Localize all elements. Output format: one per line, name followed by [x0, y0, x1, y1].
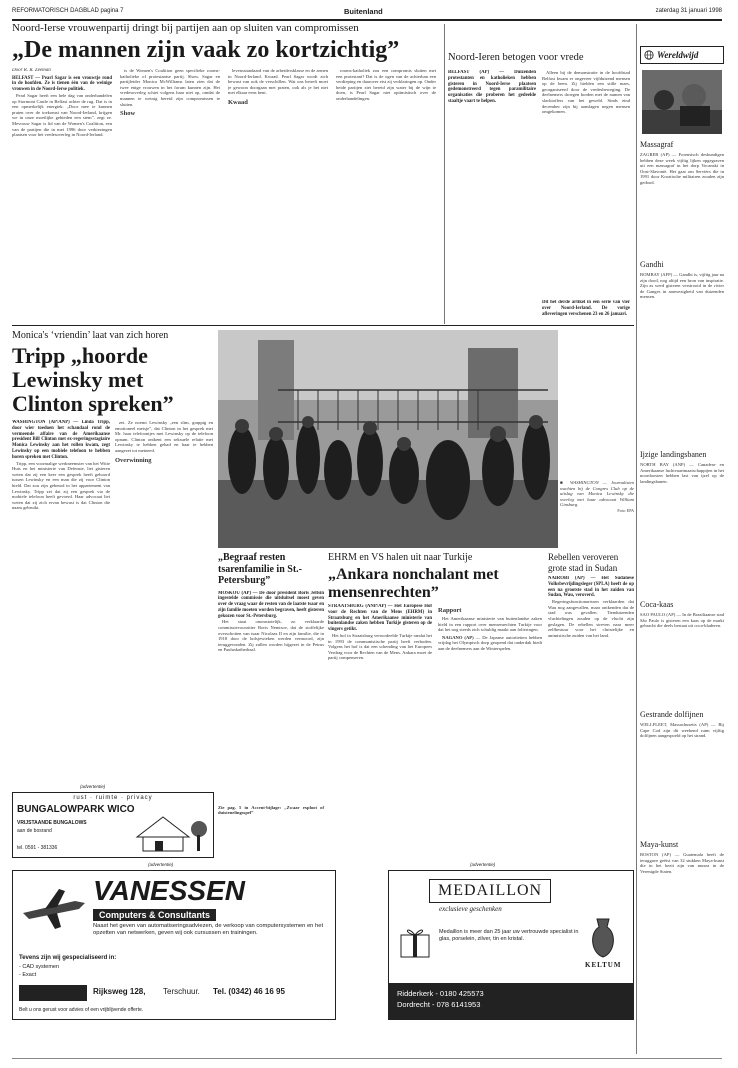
ad-bungalow-phone: tel. 0591 - 381336	[17, 845, 58, 851]
sidebar-title: Wereldwijd	[657, 50, 699, 60]
top-story-col4-text: rooms-katholiek zou een compromis sluiten met een protestant? Dat is de ogen van de achterban een verdieping en daarover eist zij verklaringen op. Onder beide partijen ziet bereid zijn water bij de wijn te doen, is Pearl Sagar niet optimistisch over de onderhandelingen.	[336, 68, 436, 101]
ad-medaillon-text: Medaillon is meer dan 25 jaar uw vertrouwde specialist in glas, porselein, zilver, tin en kristal.	[439, 929, 579, 942]
piter-body	[218, 591, 324, 801]
top-story-sub-show: Show	[120, 110, 136, 118]
tripp-lead: WASHINGTON (AP/ANP) — Linda Tripp, door wier toedoen het schandaal rond de vermeende affaire van de Amerikaanse president Bill Clinton met ex-regeringsstagiaire Monica Lewinsky aan het rollen kwam, zegt Lewinsky op een mobiele telefoon te hebben horen spreken met Clinton.	[12, 420, 110, 460]
nagano-brief-head: NAGANO (AP)	[442, 634, 474, 640]
vase-icon	[585, 915, 621, 961]
ad-tag-vanessen: (advertentie)	[148, 862, 174, 867]
ad-vanessen-sub: Computers & Consultants	[93, 909, 216, 921]
ad-bungalow[interactable]	[12, 792, 214, 858]
sidebar-item-head: Gandhi	[640, 260, 664, 269]
right-story-col2	[542, 70, 630, 300]
globe-icon	[644, 50, 654, 60]
ad-vanessen-address: Rijksweg 128,	[93, 987, 146, 996]
turkey-lead: STRAATSBURG (ANP/AP) — Het Europese Hof voor de Rechten van de Mens (EHRM) in Straatsburg en het Amerikaanse ministerie van buitenlandse zaken hebben Turkije gisteren op de vingers getikt.	[328, 604, 432, 633]
ad-medaillon-brand: MEDAILLON	[429, 879, 551, 903]
journalists-photo	[218, 330, 558, 548]
turkey-col2	[438, 604, 542, 834]
sidebar-rule	[636, 24, 637, 1054]
sidebar-item-text: WELLFLEET, Massachusetts (AP) — Bij Cape Cod zijn dit weekend ruim vijftig dolfijnen aangespoeld op het strand.	[640, 722, 724, 739]
ad-tag-medaillon: (advertentie)	[470, 862, 496, 867]
turkey-sub-rapport: Rapport	[438, 607, 462, 614]
ad-medaillon-addr2: Dordrecht - 078 6141953	[397, 1000, 481, 1009]
tripp-headline: Tripp „hoorde Lewinsky met Clinton spreken”	[12, 343, 174, 416]
ad-vanessen-logo-small	[19, 985, 87, 1001]
ad-vanessen-phone: Tel. (0342) 46 16 95	[213, 987, 285, 996]
ad-medaillon-sub: exclusieve geschenken	[439, 905, 502, 913]
tripp-tip: Zie pag. 5 in Accent-bijlage: „Zwaar exploot of duistenelingsspel”	[218, 804, 324, 816]
sidebar-item-head: Maya-kunst	[640, 840, 679, 849]
sidebar-item-head: Massagraf	[640, 140, 674, 149]
top-story-sub-kwaad: Kwaad	[228, 98, 248, 106]
sidebar-item-head: Coca-kaas	[640, 600, 674, 609]
top-story-col2	[120, 68, 220, 283]
tripp-col1-text: Tripp, een voormalige werkneemster van het Witte Huis en het ministerie van Defensie, liet gisteren weten dat zij een keer een gesprek heeft gehoord tussen Lewinsky en een man die zij voor Clinton hield. Dat zou zijn gebeurd in het appartement van Lewinsky. Tripp zei dat zij een gesprek via de mobiele telefoon heeft gevoerd. Haar advocaat liet weten dat zij zich ervan bewust is dat Clinton die naam gebruikt.	[12, 460, 110, 511]
ad-vanessen-spec-head: Tevens zijn wij gespecialiseerd in:	[19, 955, 117, 961]
ad-tag-bungalow: (advertentie)	[80, 784, 106, 789]
sudan-lead: NAIROBI (AP) — Het Sudanese Volksbevrijdingsleger (SPLA) heeft de op een na grootste stad in het zuiden van Sudan, Wau, veroverd.	[548, 576, 634, 599]
turkey-body: Het hof in Straatsburg veroordeelde Turkije omdat het in 1993 de communistische partij heeft verboden. Volgens het hof is dat een schending van het Europees Verdrag voor de Rechten van de Mens. Ankara moet de partij compenseren.	[328, 632, 432, 661]
top-story-kicker: Noord-Ierse vrouwenpartij dringt bij partijen aan op sluiten van compromissen	[12, 22, 359, 34]
airplane-icon	[19, 883, 89, 933]
piter-headline: „Begraaf resten tsarenfamilie in St.-Petersburg”	[218, 552, 302, 586]
top-story-headline: „De mannen zijn vaak zo kortzichtig”	[12, 37, 400, 63]
right-story-col1	[448, 70, 536, 300]
ad-bungalow-line1: VRIJSTAANDE BUNGALOWS	[17, 820, 87, 826]
ad-vanessen[interactable]	[12, 870, 336, 1020]
top-story-lead: BELFAST — Pearl Sagar is een vrouwtje rond in de hoofden. Ze is tienen één van de weinige vrouwen in de Noord-Ierse politiek.	[12, 75, 112, 93]
turkey-headline: „Ankara nonchalant met mensenrechten”	[328, 566, 499, 601]
top-story-col3-text: levensstandaard van de arbeidersklasse en de armen in Noord-Ierland. Kwaad. Pearl Sagar wordt zich bewust van ook de verschillen. Wat ons betreft moet je gewoon doorgaan met praten, ook als je het niet met elkaar eens bent.	[228, 68, 328, 96]
sudan-text: Regeringsfunctionarissen verklaarden dat Wau nog aangevallen, maar ontkenden dat de stad was gevallen. Tienduizenden vluchtelingen zouden op de vlucht zijn geslagen. De rebellen streven naar meer zelfbestuur voor het christelijke en animistische zuiden van het land.	[548, 599, 634, 638]
ad-vanessen-brand: VANESSEN	[93, 875, 245, 906]
top-story-col3	[228, 68, 328, 283]
piter-text: Het staat onomstotelijk, zo verklaarde commissievoorzitter Boris Nemtsov, dat de stoffelijke overschotten van tsaar Nicolaas II en zijn familie, die in 1918 door de bolsjewieken werden vermoord, zijn teruggevonden. Zij zullen worden bijgezet in de Petrus en Pauluskathedraal.	[218, 619, 324, 653]
ad-bungalow-top: rust · ruimte · privacy	[73, 795, 153, 801]
sidebar-photo	[642, 70, 722, 134]
ad-vanessen-footer: Belt u ons gerust voor advies of een vrijblijvende offerte.	[19, 1007, 144, 1013]
tripp-col1	[12, 420, 110, 780]
sidebar-item	[640, 710, 724, 840]
sidebar-title-box	[640, 46, 724, 64]
ad-vanessen-spec1: - CAD systemen	[19, 964, 60, 970]
masthead-paper: REFORMATORISCH DAGBLAD pagina 7	[12, 8, 124, 14]
sudan-headline: Rebellen veroveren grote stad in Sudan	[548, 552, 619, 573]
ad-vanessen-text: Naast het geven van automatiseringsadviezen, de verkoop van computersystemen en het opzetten van netwerken, geven wij ook cursussen en trainingen.	[93, 923, 324, 936]
sidebar-item-text: NORTH BAY (ANP) — Canadese en Amerikaanse luchtvaartmaatschappijen in het noordoosten hebben last van ijzel op de landingsbanen.	[640, 462, 724, 484]
bungalow-illustration	[133, 807, 209, 853]
sidebar-item-head: Ijzige landingsbanen	[640, 450, 707, 459]
right-story-lead: BELFAST (AP) — Duizenden protestanten en katholieken hebben gisteren in Noord-Ierse plaatsen gedemonstreerd tegen paramilitaire organisaties die proberen het gedeelde staaltje vaart te helpen.	[448, 70, 536, 104]
right-story-body: Alleen bij de demonstratie in de hoofdstad Belfast kwam er ongeveer vijfduizend mensen op de been. Zij hielden een stille mars, georganiseerd door de vredesbeweging. De deelnemers droegen borden met de namen van slachtoffers van het geweld. Sinds eind december zijn bij aanslagen negen mensen omgekomen.	[542, 70, 630, 115]
sidebar-photo-image	[642, 70, 722, 134]
sidebar-item-head: Gestrande dolfijnen	[640, 710, 704, 719]
tripp-kicker: Monica's ‘vriendin’ laat van zich horen	[12, 330, 169, 341]
top-story	[12, 22, 442, 287]
masthead-rule	[12, 19, 722, 21]
sidebar-item-text: SAO PAULO (AP) — In de Braziliaanse stad São Paulo is gisteren een kaas op de markt gebracht die deels bestaat uit coca-bladeren.	[640, 612, 724, 629]
nagano-brief-text: De Japanse autoriteiten hebben vrijdag het Olympisch dorp geopend dat onderdak biedt aan de deelnemers aan de Winterspelen.	[438, 634, 542, 651]
top-story-col1	[12, 68, 112, 283]
sidebar-item	[640, 600, 724, 710]
nagano-brief: NAGANO (AP) — De Japanse autoriteiten hebben vrijdag het Olympisch dorp geopend dat onderdak biedt aan de deelnemers aan de Winterspelen.	[438, 634, 542, 651]
tripp-photo-credit: Foto: EPA	[617, 507, 634, 513]
tripp-col2-text: zei. Ze noemt Lewinsky „een slim, grappig en emotioneel meisje”, dat Clinton in het gesprek met Mr. haar telefoontjes met Lewinsky op de telefoon opnam. Clinton ontkent een seksuele relatie met Lewinsky te hebben gehad en haar te hebben aangezet tot meineed.	[115, 420, 213, 453]
turkey-tail: Het Amerikaanse ministerie van buitenlandse zaken hield in een rapport over mensenrechten Turkije voor dat het nog steeds zich schuldig maakt aan folteringen.	[438, 616, 542, 633]
piter-story	[218, 552, 324, 822]
ad-vanessen-spec2: - Exact	[19, 972, 37, 978]
page-bottom-rule	[12, 1058, 722, 1059]
ad-vanessen-brand-box	[93, 875, 325, 920]
gift-icon	[395, 921, 435, 961]
sidebar	[640, 46, 724, 1056]
tripp-sub-overwinning: Overwinning	[115, 456, 152, 464]
top-story-col4	[336, 68, 436, 283]
ad-medaillon-addr1: Ridderkerk - 0180 425573	[397, 989, 484, 998]
ad-medaillon-brand2: KELTUM	[585, 961, 622, 969]
tripp-photo	[218, 330, 558, 548]
tripp-col2	[115, 420, 213, 780]
top-story-col2-text: is de Women's Coalition geen specifieke rooms-katholieke of protestantse partij. Show. Sagar en partijleider Monica McWilliams laten zien dat de twee enige vrouwen in het forum kunnen zijn. Het vredesoverleg schiet volgens haar niet op, omdat de mannen te weinig bereid zijn compromissen te sluiten.	[120, 68, 220, 107]
turkey-kicker: EHRM en VS halen uit naar Turkije	[328, 552, 473, 563]
ad-bungalow-line2: aan de bosrand	[17, 828, 52, 834]
turkey-story	[328, 552, 546, 842]
masthead	[12, 8, 722, 18]
sudan-body	[548, 576, 634, 816]
sidebar-item	[640, 140, 724, 260]
tripp-caption: WASHINGTON — Journalisten wachten bij de Congres Club op de uitslag van Monica Lewinsky die overleg met haar advocaat William Ginsburg.	[560, 480, 634, 508]
ad-medaillon-footer	[389, 983, 633, 1019]
sidebar-item-text: BOSTON (AP) — Guatemala heeft de teruggave geëist van 32 stukken Maya-kunst die in het bezit zijn van musea in de Verenigde Staten.	[640, 852, 724, 874]
ad-bungalow-name: BUNGALOWPARK WICO	[17, 804, 135, 815]
masthead-date: zaterdag 31 januari 1998	[655, 8, 722, 14]
top-story-byline: Door R. R. Zeeman	[12, 68, 51, 73]
piter-lead: MOSKOU (AP) — De door president Boris Jeltsin ingestelde commissie die uitsluitsel moest geven over de vraag waar de resten van de laatste tsaar en zijn familie moeten worden begraven, heeft gisteren gekozen voor St.-Petersburg.	[218, 590, 324, 619]
right-story	[448, 52, 632, 322]
sidebar-item	[640, 260, 724, 450]
turkey-col1	[328, 604, 432, 834]
top-story-col1-text: Pearl Sagar heeft een hele dag van onderhandelen op Stormont Castle in Belfast achter de rug. Dat is in een opmerkelijk energiek. „Door mee te kunnen praten over de toekomst van Noord-Ierland, krijgen we in onze moeilijke gebieden een stem”, zegt ze. Mevrouw Sagar is lid van de Women's Coalition, een van de partijen die in mei 1996 door verkiezingen plaatsen voor het vredesoverleg in Noord-Ierland.	[12, 92, 112, 138]
ad-medaillon[interactable]	[388, 870, 634, 1020]
masthead-section: Buitenland	[344, 7, 383, 16]
ad-vanessen-city: Terschuur.	[163, 987, 200, 996]
sidebar-list	[640, 140, 724, 1056]
section-rule-mid	[12, 325, 634, 326]
sidebar-item	[640, 840, 724, 990]
tripp-caption-box	[560, 480, 634, 550]
sidebar-item-text: BOMBAY (AFP) — Gandhi is, vijftig jaar na zijn dood, nog altijd een bron van inspiratie. Zijn as werd gisteren verstrooid in de rivier de Ganges in aanwezigheid van duizenden mensen.	[640, 272, 724, 300]
sidebar-item-text: ZAGREB (AP) — Forensisch deskundigen hebben deze week vijftig lijken opgegraven uit een massagraf in het dorp Vocanski in Oost-Slavonië. Het gaat om Serviërs die in 1991 door Kroatische militairen zouden zijn gedood.	[640, 152, 724, 185]
right-story-note: Dit het derde artikel in een serie van vier over Noord-Ierland. De vorige afleveringen verschenen 23 en 26 januari.	[542, 300, 630, 317]
column-rule-top	[444, 24, 445, 324]
sidebar-item	[640, 450, 724, 600]
sudan-story	[548, 552, 634, 842]
caption-bullet-icon: ■	[560, 480, 570, 485]
right-story-headline: Noord-Ieren betogen voor vrede	[448, 52, 584, 63]
